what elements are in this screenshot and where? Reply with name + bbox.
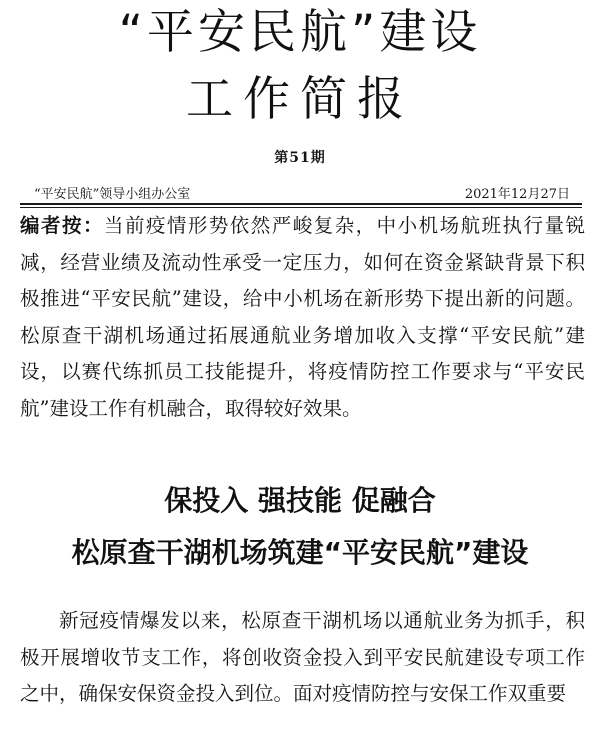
article-body: 新冠疫情爆发以来，松原查干湖机场以通航业务为抓手，积极开展增收节支工作，将创收资金投入到平安民航建设专项工作之中，确保安保资金投入到位。面对疫情防控与安保工作双重要 (20, 609, 585, 705)
issue-date: 2021年12月27日 (464, 187, 570, 202)
issue-number: 第51期 (274, 150, 326, 166)
editor-note (20, 208, 585, 427)
editor-note-text: 当前疫情形势依然严峻复杂，中小机场航班执行量锐减，经营业绩及流动性承受一定压力，如何在资金紧缺背景下积极推进“平安民航”建设，给中小机场在新形势下提出新的问题。松原查干湖机场通过拓展通航业务增加收入支撑“平安民航”建设，以赛代练抓员工技能提升，将疫情防控工作要求与“平安民航”建设工作有机融合，取得较好效果。 (20, 214, 585, 420)
bulletin-title-line1: “平安民航”建设 (118, 5, 482, 60)
header-divider (20, 203, 582, 205)
article-headline-line1: 保投入 强技能 促融合 (164, 484, 436, 517)
article-headline-line2: 松原查干湖机场筑建“平安民航”建设 (71, 536, 529, 569)
issuing-office: “平安民航”领导小组办公室 (34, 187, 191, 202)
editor-note-label: 编者按： (20, 214, 104, 237)
bulletin-title-line2: 工作简报 (186, 72, 414, 127)
